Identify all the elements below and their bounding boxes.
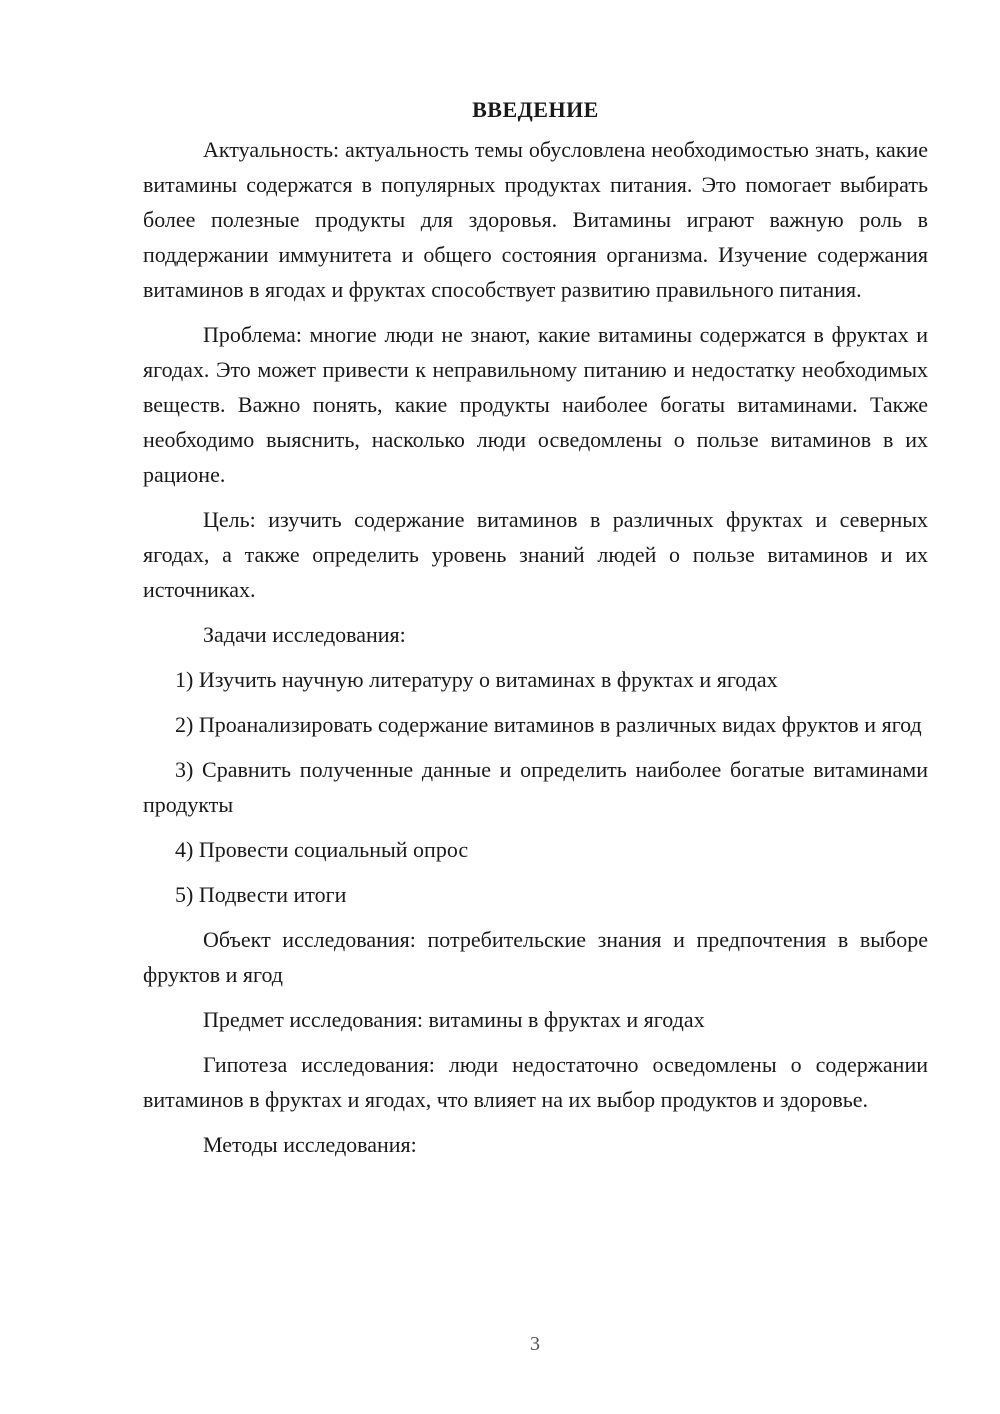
page-number: 3 xyxy=(530,1333,540,1355)
problem-paragraph: Проблема: многие люди не знают, какие витамины содержатся в фруктах и ягодах. Это может привести к неправильному питанию и недостатку необходимых веществ. Важно понять, какие продукты наиболее богаты витаминами. Также необходимо выяснить, насколько люди осведомлены о пользе витаминов в их рационе. xyxy=(143,322,928,487)
goal-paragraph: Цель: изучить содержание витаминов в различных фруктах и северных ягодах, а также определить уровень знаний людей о пользе витаминов и их источниках. xyxy=(143,507,928,602)
tasks-heading: Задачи исследования: xyxy=(203,622,406,647)
task-item-5: 5) Подвести итоги xyxy=(175,882,347,907)
task-item-1: 1) Изучить научную литературу о витаминах в фруктах и ягодах xyxy=(175,667,778,692)
page-title: ВВЕДЕНИЕ xyxy=(472,97,599,122)
subject-paragraph: Предмет исследования: витамины в фруктах и ягодах xyxy=(203,1007,705,1032)
hypothesis-paragraph: Гипотеза исследования: люди недостаточно осведомлены о содержании витаминов в фруктах и ягодах, что влияет на их выбор продуктов и здоровье. xyxy=(143,1052,928,1112)
relevance-paragraph: Актуальность: актуальность темы обусловлена необходимостью знать, какие витамины содержатся в популярных продуктах питания. Это помогает выбирать более полезные продукты для здоровья. Витамины играют важную роль в поддержании иммунитета и общего состояния организма. Изучение содержания витаминов в ягодах и фруктах способствует развитию правильного питания. xyxy=(143,137,928,302)
task-item-3: 3) Сравнить полученные данные и определить наиболее богатые витаминами продукты xyxy=(143,757,928,817)
object-paragraph: Объект исследования: потребительские знания и предпочтения в выборе фруктов и ягод xyxy=(143,927,928,987)
task-item-4: 4) Провести социальный опрос xyxy=(175,837,469,862)
page-content xyxy=(143,92,928,1172)
task-item-2: 2) Проанализировать содержание витаминов в различных видах фруктов и ягод xyxy=(175,712,922,737)
methods-heading: Методы исследования: xyxy=(203,1132,417,1157)
